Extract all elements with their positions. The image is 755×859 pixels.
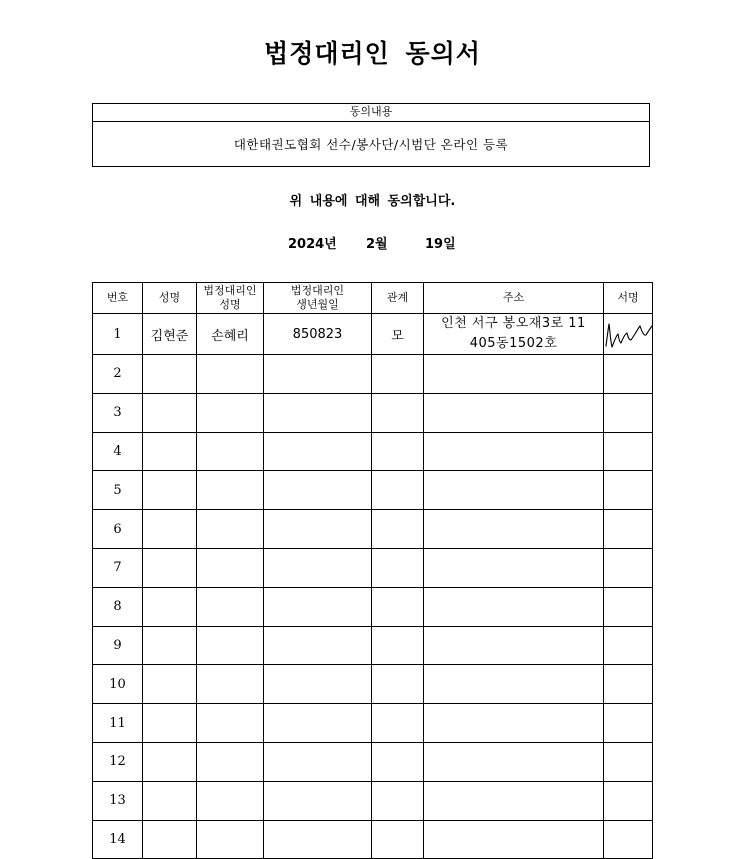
row-number-cell: 2: [93, 355, 143, 394]
table-row: [93, 393, 653, 432]
name-cell: [143, 587, 197, 626]
signature-cell: [604, 471, 653, 510]
row-number-cell: 14: [93, 820, 143, 859]
relation-cell: [372, 626, 424, 665]
address-cell: [424, 548, 604, 587]
handwritten-signature: [604, 316, 653, 350]
row-number-cell: 5: [93, 471, 143, 510]
table-row: [93, 742, 653, 781]
guardian-name-cell: [197, 820, 264, 859]
address-cell: [424, 626, 604, 665]
guardian-name-cell: 손혜리: [197, 314, 264, 355]
name-cell: [143, 665, 197, 704]
guardian-name-cell: [197, 471, 264, 510]
date-month: 2월: [366, 237, 388, 252]
consent-content-box: [92, 103, 650, 167]
row-number-cell: 7: [93, 548, 143, 587]
relation-cell: [372, 587, 424, 626]
signature-cell: [604, 393, 653, 432]
address-cell: [424, 587, 604, 626]
name-cell: [143, 626, 197, 665]
guardian-name-cell: [197, 587, 264, 626]
document-title: 법정대리인 동의서: [264, 39, 481, 68]
table-row: [93, 665, 653, 704]
consent-body: 대한태권도협회 선수/봉사단/시범단 온라인 등록: [233, 137, 509, 152]
name-cell: [143, 781, 197, 820]
signature-cell: [604, 626, 653, 665]
guardian-name-cell: [197, 742, 264, 781]
address-cell: [424, 781, 604, 820]
guardian-birth-cell: [264, 548, 372, 587]
relation-cell: 모: [372, 314, 424, 355]
guardian-name-cell: [197, 704, 264, 743]
header-guardian-name: [197, 283, 264, 314]
signature-cell: [604, 587, 653, 626]
relation-cell: [372, 704, 424, 743]
header-guardian-birth-line2: 생년월일: [296, 298, 339, 311]
address-cell: [424, 393, 604, 432]
guardian-name-cell: [197, 510, 264, 549]
address-cell: [424, 432, 604, 471]
address-line-2: 405동1502호: [469, 336, 558, 351]
guardian-name-cell: [197, 355, 264, 394]
address-cell: [424, 471, 604, 510]
name-cell: [143, 742, 197, 781]
guardian-birth-cell: [264, 626, 372, 665]
address-cell: [424, 510, 604, 549]
table-row: [93, 704, 653, 743]
guardian-birth-cell: [264, 704, 372, 743]
signature-cell: [604, 548, 653, 587]
header-no: 번호: [93, 283, 143, 314]
guardian-birth-cell: [264, 393, 372, 432]
table-row: [93, 548, 653, 587]
table-row: [93, 355, 653, 394]
date-year: 2024년: [288, 237, 337, 252]
guardian-birth-cell: [264, 471, 372, 510]
address-cell: [424, 742, 604, 781]
header-guardian-birth-line1: 법정대리인: [290, 284, 345, 297]
row-number-cell: 12: [93, 742, 143, 781]
name-cell: [143, 471, 197, 510]
relation-cell: [372, 665, 424, 704]
header-guardian-name-line1: 법정대리인: [203, 284, 257, 297]
guardian-birth-cell: [264, 820, 372, 859]
header-name: 성명: [143, 283, 197, 314]
name-cell: [143, 704, 197, 743]
table-row: [93, 471, 653, 510]
name-cell: [143, 548, 197, 587]
address-cell: [424, 355, 604, 394]
signature-cell: [604, 355, 653, 394]
guardian-birth-cell: [264, 665, 372, 704]
relation-cell: [372, 820, 424, 859]
relation-cell: [372, 781, 424, 820]
relation-cell: [372, 471, 424, 510]
relation-cell: [372, 432, 424, 471]
consent-header: 동의내용: [93, 104, 649, 122]
table-row: [93, 510, 653, 549]
table-row: [93, 820, 653, 859]
row-number-cell: 13: [93, 781, 143, 820]
row-number-cell: 1: [93, 314, 143, 355]
signature-cell: [604, 781, 653, 820]
relation-cell: [372, 742, 424, 781]
name-cell: [143, 393, 197, 432]
guardian-birth-cell: [264, 742, 372, 781]
row-number-cell: 10: [93, 665, 143, 704]
header-guardian-birth: [264, 283, 372, 314]
guardian-name-cell: [197, 432, 264, 471]
header-relation: 관계: [372, 283, 424, 314]
row-number-cell: 6: [93, 510, 143, 549]
table-row: [93, 314, 653, 355]
guardian-birth-cell: [264, 587, 372, 626]
row-number-cell: 4: [93, 432, 143, 471]
signature-cell: [604, 704, 653, 743]
guardian-name-cell: [197, 393, 264, 432]
name-cell: [143, 510, 197, 549]
guardian-birth-cell: 850823: [264, 314, 372, 355]
relation-cell: [372, 393, 424, 432]
guardian-birth-cell: [264, 781, 372, 820]
row-number-cell: 8: [93, 587, 143, 626]
name-cell: [143, 355, 197, 394]
guardian-name-cell: [197, 781, 264, 820]
signature-cell: [604, 432, 653, 471]
signature-cell: [604, 314, 653, 355]
relation-cell: [372, 510, 424, 549]
address-line-1: 인천 서구 봉오재3로 11: [441, 316, 586, 331]
guardian-birth-cell: [264, 355, 372, 394]
address-cell: [424, 314, 604, 355]
guardian-birth-cell: [264, 510, 372, 549]
signature-cell: [604, 665, 653, 704]
guardian-birth-cell: [264, 432, 372, 471]
name-cell: [143, 432, 197, 471]
row-number-cell: 3: [93, 393, 143, 432]
guardian-name-cell: [197, 665, 264, 704]
table-row: [93, 781, 653, 820]
table-header-row: [93, 283, 653, 314]
row-number-cell: 9: [93, 626, 143, 665]
address-cell: [424, 820, 604, 859]
row-number-cell: 11: [93, 704, 143, 743]
consent-roster-table: [92, 282, 653, 859]
relation-cell: [372, 355, 424, 394]
address-cell: [424, 665, 604, 704]
header-guardian-name-line2: 성명: [219, 298, 241, 311]
signature-cell: [604, 742, 653, 781]
table-row: [93, 432, 653, 471]
guardian-name-cell: [197, 626, 264, 665]
guardian-name-cell: [197, 548, 264, 587]
name-cell: 김현준: [143, 314, 197, 355]
table-row: [93, 587, 653, 626]
header-signature: 서명: [604, 283, 653, 314]
header-address: 주소: [424, 283, 604, 314]
name-cell: [143, 820, 197, 859]
relation-cell: [372, 548, 424, 587]
date-day: 19일: [425, 237, 456, 252]
address-cell: [424, 704, 604, 743]
signature-cell: [604, 820, 653, 859]
table-row: [93, 626, 653, 665]
agreement-text: 위 내용에 대해 동의합니다.: [289, 194, 456, 209]
signature-cell: [604, 510, 653, 549]
